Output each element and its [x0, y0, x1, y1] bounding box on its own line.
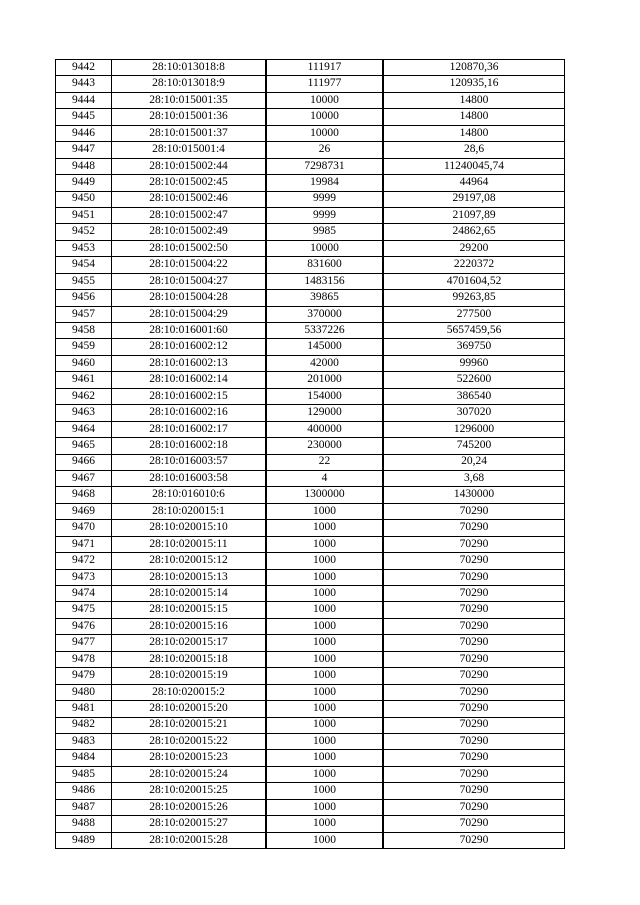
- row-number-cell: 9469: [56, 503, 112, 519]
- row-number-cell: 9476: [56, 618, 112, 634]
- value-cell: 44964: [383, 175, 565, 191]
- table-row: [56, 832, 565, 848]
- table-row: [56, 92, 565, 108]
- row-number-cell: 9479: [56, 668, 112, 684]
- row-number-cell: 9477: [56, 635, 112, 651]
- area-cell: 111977: [266, 76, 383, 92]
- table-row: [56, 750, 565, 766]
- area-cell: 1000: [266, 750, 383, 766]
- cadastral-number-cell: 28:10:015004:27: [112, 273, 267, 289]
- row-number-cell: 9489: [56, 832, 112, 848]
- row-number-cell: 9447: [56, 142, 112, 158]
- value-cell: 70290: [383, 832, 565, 848]
- cadastral-number-cell: 28:10:015002:50: [112, 240, 267, 256]
- value-cell: 14800: [383, 92, 565, 108]
- value-cell: 369750: [383, 339, 565, 355]
- area-cell: 4: [266, 470, 383, 486]
- area-cell: 10000: [266, 109, 383, 125]
- value-cell: 70290: [383, 668, 565, 684]
- row-number-cell: 9457: [56, 306, 112, 322]
- table-row: [56, 240, 565, 256]
- table-row: [56, 783, 565, 799]
- table-row: [56, 454, 565, 470]
- cadastral-number-cell: 28:10:020015:13: [112, 569, 267, 585]
- area-cell: 1000: [266, 569, 383, 585]
- value-cell: 277500: [383, 306, 565, 322]
- value-cell: 70290: [383, 816, 565, 832]
- value-cell: 70290: [383, 733, 565, 749]
- cadastral-number-cell: 28:10:020015:27: [112, 816, 267, 832]
- value-cell: 14800: [383, 109, 565, 125]
- row-number-cell: 9486: [56, 783, 112, 799]
- area-cell: 129000: [266, 405, 383, 421]
- table-row: [56, 717, 565, 733]
- table-row: [56, 668, 565, 684]
- area-cell: 1000: [266, 586, 383, 602]
- row-number-cell: 9483: [56, 733, 112, 749]
- value-cell: 70290: [383, 586, 565, 602]
- value-cell: 522600: [383, 372, 565, 388]
- value-cell: 1430000: [383, 487, 565, 503]
- area-cell: 9999: [266, 207, 383, 223]
- cadastral-number-cell: 28:10:015002:44: [112, 158, 267, 174]
- row-number-cell: 9453: [56, 240, 112, 256]
- row-number-cell: 9450: [56, 191, 112, 207]
- cadastral-number-cell: 28:10:016001:60: [112, 323, 267, 339]
- cadastral-number-cell: 28:10:020015:21: [112, 717, 267, 733]
- value-cell: 70290: [383, 618, 565, 634]
- cadastral-number-cell: 28:10:020015:22: [112, 733, 267, 749]
- value-cell: 70290: [383, 783, 565, 799]
- row-number-cell: 9458: [56, 323, 112, 339]
- cadastral-number-cell: 28:10:020015:14: [112, 586, 267, 602]
- area-cell: 201000: [266, 372, 383, 388]
- area-cell: 1000: [266, 766, 383, 782]
- row-number-cell: 9459: [56, 339, 112, 355]
- cadastral-number-cell: 28:10:015004:22: [112, 257, 267, 273]
- area-cell: 26: [266, 142, 383, 158]
- cadastral-number-cell: 28:10:013018:8: [112, 60, 267, 76]
- cadastral-number-cell: 28:10:020015:28: [112, 832, 267, 848]
- area-cell: 10000: [266, 240, 383, 256]
- table-row: [56, 799, 565, 815]
- cadastral-number-cell: 28:10:015004:28: [112, 290, 267, 306]
- cadastral-number-cell: 28:10:016003:58: [112, 470, 267, 486]
- cadastral-number-cell: 28:10:016010:6: [112, 487, 267, 503]
- table-row: [56, 339, 565, 355]
- row-number-cell: 9446: [56, 125, 112, 141]
- table-row: [56, 586, 565, 602]
- area-cell: 1483156: [266, 273, 383, 289]
- row-number-cell: 9484: [56, 750, 112, 766]
- value-cell: 120935,16: [383, 76, 565, 92]
- table-row: [56, 257, 565, 273]
- area-cell: 1000: [266, 684, 383, 700]
- table-row: [56, 733, 565, 749]
- cadastral-number-cell: 28:10:020015:26: [112, 799, 267, 815]
- table-row: [56, 372, 565, 388]
- data-table: [55, 59, 565, 849]
- table-row: [56, 290, 565, 306]
- table-row: [56, 438, 565, 454]
- value-cell: 70290: [383, 750, 565, 766]
- table-row: [56, 355, 565, 371]
- table-row: [56, 487, 565, 503]
- table-row: [56, 635, 565, 651]
- area-cell: 1000: [266, 553, 383, 569]
- table-row: [56, 520, 565, 536]
- area-cell: 1000: [266, 733, 383, 749]
- row-number-cell: 9444: [56, 92, 112, 108]
- area-cell: 1000: [266, 668, 383, 684]
- cadastral-number-cell: 28:10:020015:15: [112, 602, 267, 618]
- row-number-cell: 9465: [56, 438, 112, 454]
- table-row: [56, 175, 565, 191]
- value-cell: 20,24: [383, 454, 565, 470]
- value-cell: 70290: [383, 553, 565, 569]
- row-number-cell: 9472: [56, 553, 112, 569]
- row-number-cell: 9448: [56, 158, 112, 174]
- table-row: [56, 536, 565, 552]
- area-cell: 1000: [266, 701, 383, 717]
- row-number-cell: 9481: [56, 701, 112, 717]
- row-number-cell: 9445: [56, 109, 112, 125]
- row-number-cell: 9460: [56, 355, 112, 371]
- area-cell: 1000: [266, 816, 383, 832]
- row-number-cell: 9473: [56, 569, 112, 585]
- area-cell: 1300000: [266, 487, 383, 503]
- area-cell: 1000: [266, 783, 383, 799]
- table-row: [56, 421, 565, 437]
- value-cell: 70290: [383, 635, 565, 651]
- area-cell: 1000: [266, 717, 383, 733]
- table-row: [56, 191, 565, 207]
- row-number-cell: 9451: [56, 207, 112, 223]
- row-number-cell: 9452: [56, 224, 112, 240]
- cadastral-number-cell: 28:10:020015:25: [112, 783, 267, 799]
- table-row: [56, 766, 565, 782]
- table-row: [56, 569, 565, 585]
- table-row: [56, 60, 565, 76]
- row-number-cell: 9474: [56, 586, 112, 602]
- value-cell: 24862,65: [383, 224, 565, 240]
- table-row: [56, 684, 565, 700]
- area-cell: 400000: [266, 421, 383, 437]
- value-cell: 29197,08: [383, 191, 565, 207]
- row-number-cell: 9485: [56, 766, 112, 782]
- table-row: [56, 553, 565, 569]
- row-number-cell: 9455: [56, 273, 112, 289]
- cadastral-number-cell: 28:10:020015:23: [112, 750, 267, 766]
- area-cell: 10000: [266, 92, 383, 108]
- value-cell: 70290: [383, 602, 565, 618]
- area-cell: 1000: [266, 503, 383, 519]
- area-cell: 1000: [266, 635, 383, 651]
- cadastral-number-cell: 28:10:015001:4: [112, 142, 267, 158]
- cadastral-number-cell: 28:10:020015:20: [112, 701, 267, 717]
- value-cell: 70290: [383, 766, 565, 782]
- table-row: [56, 503, 565, 519]
- value-cell: 70290: [383, 799, 565, 815]
- table-body: [56, 60, 565, 849]
- table-row: [56, 602, 565, 618]
- cadastral-number-cell: 28:10:015001:36: [112, 109, 267, 125]
- value-cell: 11240045,74: [383, 158, 565, 174]
- area-cell: 9985: [266, 224, 383, 240]
- area-cell: 19984: [266, 175, 383, 191]
- value-cell: 3,68: [383, 470, 565, 486]
- value-cell: 307020: [383, 405, 565, 421]
- cadastral-number-cell: 28:10:016002:14: [112, 372, 267, 388]
- area-cell: 42000: [266, 355, 383, 371]
- table-row: [56, 701, 565, 717]
- table-row: [56, 306, 565, 322]
- row-number-cell: 9467: [56, 470, 112, 486]
- value-cell: 28,6: [383, 142, 565, 158]
- value-cell: 14800: [383, 125, 565, 141]
- table-row: [56, 224, 565, 240]
- row-number-cell: 9442: [56, 60, 112, 76]
- area-cell: 145000: [266, 339, 383, 355]
- cadastral-number-cell: 28:10:016002:13: [112, 355, 267, 371]
- area-cell: 9999: [266, 191, 383, 207]
- row-number-cell: 9468: [56, 487, 112, 503]
- table-row: [56, 388, 565, 404]
- area-cell: 7298731: [266, 158, 383, 174]
- row-number-cell: 9461: [56, 372, 112, 388]
- row-number-cell: 9466: [56, 454, 112, 470]
- value-cell: 70290: [383, 503, 565, 519]
- value-cell: 99960: [383, 355, 565, 371]
- value-cell: 99263,85: [383, 290, 565, 306]
- area-cell: 5337226: [266, 323, 383, 339]
- row-number-cell: 9463: [56, 405, 112, 421]
- area-cell: 10000: [266, 125, 383, 141]
- value-cell: 70290: [383, 717, 565, 733]
- row-number-cell: 9449: [56, 175, 112, 191]
- table-row: [56, 158, 565, 174]
- row-number-cell: 9480: [56, 684, 112, 700]
- cadastral-number-cell: 28:10:016002:17: [112, 421, 267, 437]
- cadastral-number-cell: 28:10:015002:49: [112, 224, 267, 240]
- row-number-cell: 9456: [56, 290, 112, 306]
- table-row: [56, 470, 565, 486]
- cadastral-number-cell: 28:10:016002:12: [112, 339, 267, 355]
- cadastral-number-cell: 28:10:020015:11: [112, 536, 267, 552]
- table-row: [56, 651, 565, 667]
- cadastral-number-cell: 28:10:015002:45: [112, 175, 267, 191]
- cadastral-number-cell: 28:10:020015:24: [112, 766, 267, 782]
- area-cell: 1000: [266, 832, 383, 848]
- row-number-cell: 9443: [56, 76, 112, 92]
- value-cell: 1296000: [383, 421, 565, 437]
- cadastral-number-cell: 28:10:016003:57: [112, 454, 267, 470]
- area-cell: 39865: [266, 290, 383, 306]
- cadastral-number-cell: 28:10:020015:12: [112, 553, 267, 569]
- area-cell: 370000: [266, 306, 383, 322]
- value-cell: 2220372: [383, 257, 565, 273]
- table-row: [56, 273, 565, 289]
- value-cell: 120870,36: [383, 60, 565, 76]
- cadastral-number-cell: 28:10:020015:10: [112, 520, 267, 536]
- table-row: [56, 405, 565, 421]
- row-number-cell: 9482: [56, 717, 112, 733]
- value-cell: 70290: [383, 651, 565, 667]
- value-cell: 21097,89: [383, 207, 565, 223]
- table-row: [56, 76, 565, 92]
- value-cell: 70290: [383, 569, 565, 585]
- cadastral-number-cell: 28:10:016002:18: [112, 438, 267, 454]
- table-row: [56, 125, 565, 141]
- area-cell: 831600: [266, 257, 383, 273]
- cadastral-number-cell: 28:10:020015:19: [112, 668, 267, 684]
- area-cell: 154000: [266, 388, 383, 404]
- cadastral-number-cell: 28:10:013018:9: [112, 76, 267, 92]
- cadastral-number-cell: 28:10:020015:16: [112, 618, 267, 634]
- table-row: [56, 109, 565, 125]
- row-number-cell: 9487: [56, 799, 112, 815]
- area-cell: 1000: [266, 651, 383, 667]
- table-row: [56, 323, 565, 339]
- row-number-cell: 9471: [56, 536, 112, 552]
- area-cell: 230000: [266, 438, 383, 454]
- cadastral-number-cell: 28:10:015001:35: [112, 92, 267, 108]
- cadastral-number-cell: 28:10:016002:16: [112, 405, 267, 421]
- cadastral-number-cell: 28:10:015002:46: [112, 191, 267, 207]
- cadastral-number-cell: 28:10:015004:29: [112, 306, 267, 322]
- table-row: [56, 618, 565, 634]
- table-row: [56, 816, 565, 832]
- area-cell: 1000: [266, 799, 383, 815]
- cadastral-number-cell: 28:10:016002:15: [112, 388, 267, 404]
- cadastral-number-cell: 28:10:015001:37: [112, 125, 267, 141]
- value-cell: 4701604,52: [383, 273, 565, 289]
- area-cell: 1000: [266, 520, 383, 536]
- value-cell: 70290: [383, 536, 565, 552]
- table-row: [56, 142, 565, 158]
- value-cell: 70290: [383, 701, 565, 717]
- area-cell: 1000: [266, 618, 383, 634]
- value-cell: 70290: [383, 684, 565, 700]
- cadastral-number-cell: 28:10:020015:2: [112, 684, 267, 700]
- cadastral-number-cell: 28:10:020015:17: [112, 635, 267, 651]
- table-row: [56, 207, 565, 223]
- row-number-cell: 9475: [56, 602, 112, 618]
- area-cell: 111917: [266, 60, 383, 76]
- value-cell: 386540: [383, 388, 565, 404]
- row-number-cell: 9470: [56, 520, 112, 536]
- value-cell: 70290: [383, 520, 565, 536]
- area-cell: 22: [266, 454, 383, 470]
- area-cell: 1000: [266, 536, 383, 552]
- cadastral-number-cell: 28:10:015002:47: [112, 207, 267, 223]
- cadastral-number-cell: 28:10:020015:1: [112, 503, 267, 519]
- cadastral-number-cell: 28:10:020015:18: [112, 651, 267, 667]
- value-cell: 745200: [383, 438, 565, 454]
- value-cell: 5657459,56: [383, 323, 565, 339]
- area-cell: 1000: [266, 602, 383, 618]
- row-number-cell: 9464: [56, 421, 112, 437]
- row-number-cell: 9488: [56, 816, 112, 832]
- row-number-cell: 9454: [56, 257, 112, 273]
- row-number-cell: 9478: [56, 651, 112, 667]
- row-number-cell: 9462: [56, 388, 112, 404]
- value-cell: 29200: [383, 240, 565, 256]
